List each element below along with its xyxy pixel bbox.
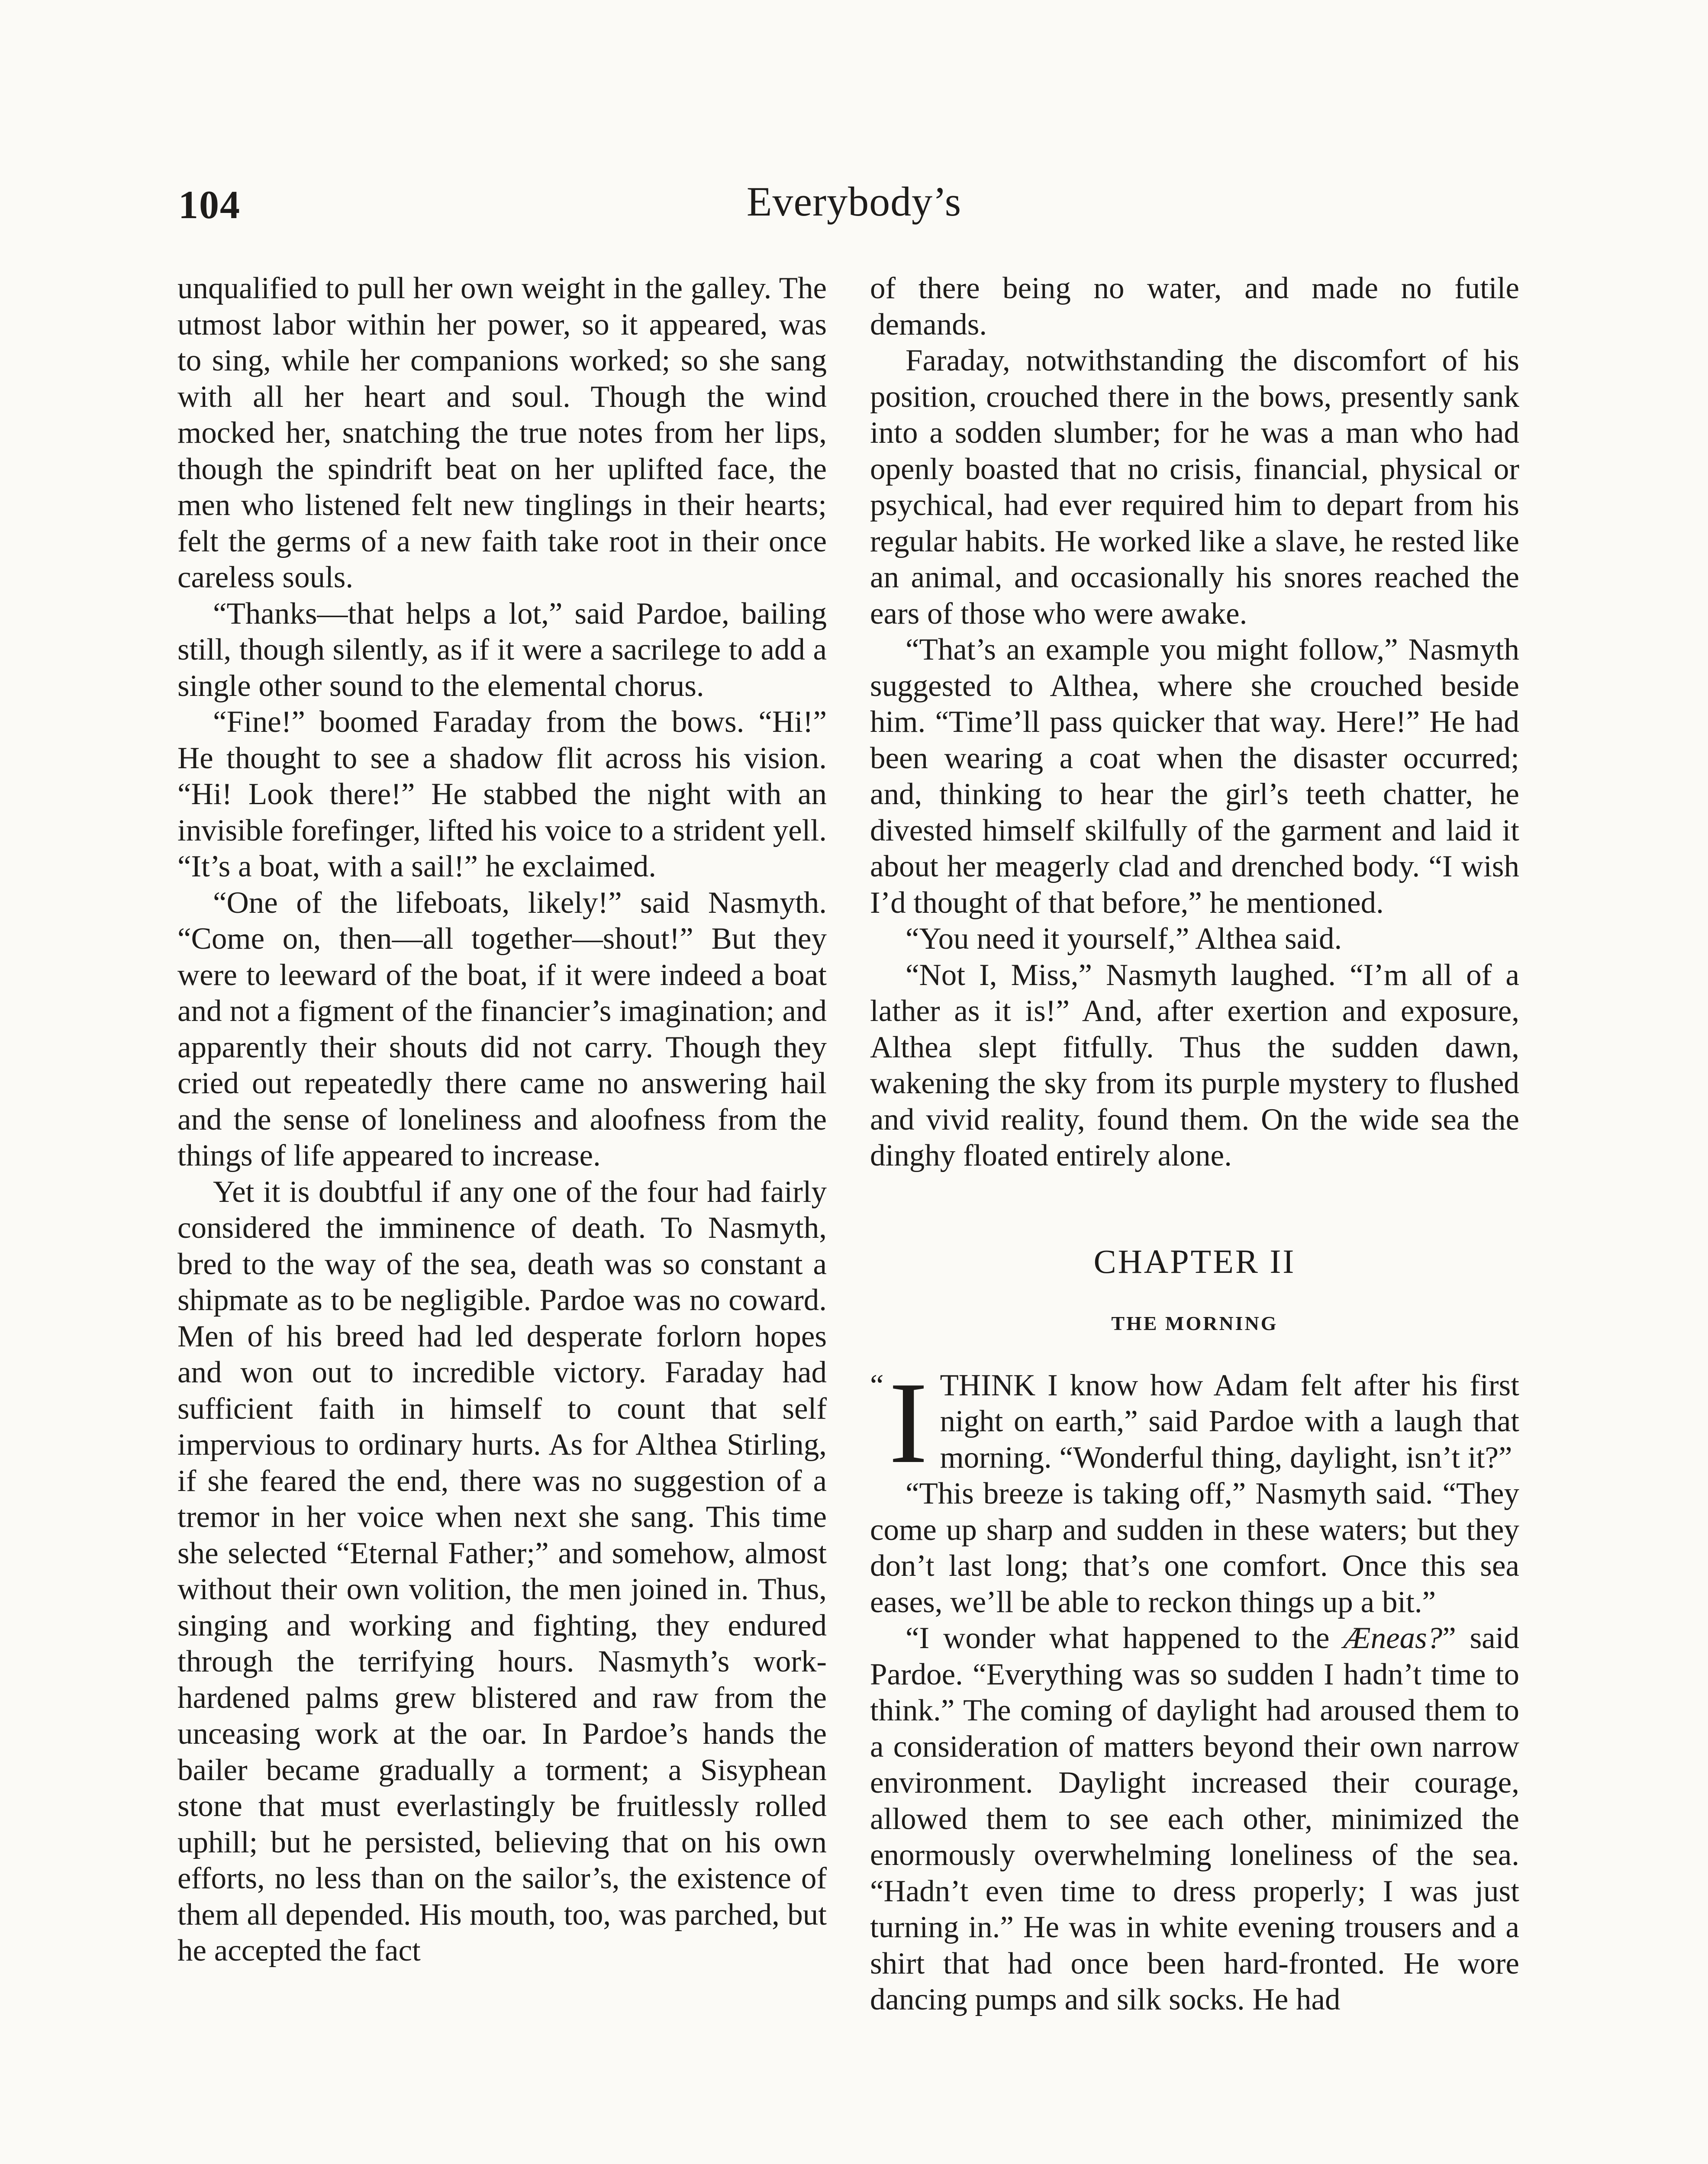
paragraph: Yet it is doubtful if any one of the four had fairly considered the imminence of death. To Nasmyth, bred to the way of the sea, death was so constant a shipmate as to be negligible. Pardoe was no coward. Men of his breed had led desperate forlorn hopes and won out to incredible victory. Faraday had sufficient faith in himself to count that self impervious to ordinary hurts. As for Althea Stirling, if she feared the end, there was no suggestion of a tremor in her voice when next she sang. This time she selected “Eternal Father;” and somehow, almost without their own volition, the men joined in. Thus, singing and working and fighting, they endured through the terrifying hours. Nasmyth’s work-hardened palms grew blistered and raw from the unceasing work at the oar. In Pardoe’s hands the bailer became gradually a torment; a Sisyphean stone that must everlastingly be fruitlessly rolled uphill; but he persisted, believing that on his own efforts, no less than on the sailor’s, the existence of them all depended. His mouth, too, was parched, but he accepted the fact bbox=[177, 1175, 827, 1968]
chapter-opening-paragraph bbox=[870, 1358, 1519, 1488]
paragraph: of there being no water, and made no futile demands. bbox=[870, 271, 1519, 341]
paragraph: “One of the lifeboats, likely!” said Nasmyth. “Come on, then—all together—shout!” But they were to leeward of the boat, if it were indeed a boat and not a figment of the financier’s imagination; and apparently their shouts did not carry. Though they cried out repeatedly there came no answering hail and the sense of loneliness and aloofness from the things of life appeared to increase. bbox=[177, 886, 827, 1172]
right-column bbox=[870, 270, 1519, 2018]
paragraph: Faraday, notwithstanding the discomfort of his position, crouched there in the bows, presently sank into a sodden slumber; for he was a man who had openly boasted that no crisis, financial, physical or psychical, had ever required him to depart from his regular habits. He worked like a slave, he rested like an animal, and occasionally his snores reached the ears of those who were awake. bbox=[870, 344, 1519, 631]
paragraph bbox=[870, 1620, 1519, 2018]
opening-quote-mark: “ bbox=[870, 1368, 884, 1402]
page-number: 104 bbox=[178, 183, 241, 227]
paragraph: “This breeze is taking off,” Nasmyth said. “They come up sharp and sudden in these waters; but they don’t last long; that’s one comfort. Once this sea eases, we’ll be able to reckon things up a bit.” bbox=[870, 1477, 1519, 1619]
ship-name: Æneas? bbox=[1343, 1621, 1443, 1655]
running-head: Everybody’s bbox=[746, 178, 962, 225]
paragraph: “That’s an example you might follow,” Nasmyth suggested to Althea, where she crouched beside him. “Time’ll pass quicker that way. Here!” He had been wearing a coat when the disaster occurred; and, thinking to hear the girl’s teeth chatter, he divested himself skilfully of the garment and laid it about her meagerly clad and drenched body. “I wish I’d thought of that before,” he mentioned. bbox=[870, 633, 1519, 920]
paragraph: “You need it yourself,” Althea said. bbox=[906, 922, 1342, 956]
paragraph: “Fine!” boomed Faraday from the bows. “Hi!” He thought to see a shadow flit across his vision. “Hi! Look there!” He stabbed the night with an invisible forefinger, lifted his voice to a strident yell. “It’s a boat, with a sail!” he exclaimed. bbox=[177, 705, 827, 883]
paragraph-text: ” said Pardoe. “Everything was so sudden I hadn’t time to think.” The coming of daylight had aroused them to a consideration of matters beyond their own narrow environment. Daylight increased their courage, allowed them to see each other, minimized the enormously overwhelming loneliness of the sea. “Hadn’t even time to dress properly; I was just turning in.” He was in white evening trousers and a shirt that had once been hard-fronted. He wore dancing pumps and silk socks. He had bbox=[870, 1621, 1519, 2016]
paragraph: unqualified to pull her own weight in the galley. The utmost labor within her power, so it appeared, was to sing, while her companions worked; so she sang with all her heart and soul. Though the wind mocked her, snatching the true notes from her lips, though the spindrift beat on her uplifted face, the men who listened felt new tinglings in their hearts; felt the germs of a new faith take root in their once careless souls. bbox=[177, 271, 827, 594]
drop-cap: I bbox=[889, 1358, 928, 1488]
chapter-opening-text: THINK I know how Adam felt after his first night on earth,” said Pardoe with a laugh that morning. “Wonderful thing, daylight, isn’t it?” bbox=[940, 1368, 1519, 1475]
paragraph: “Thanks—that helps a lot,” said Pardoe, bailing still, though silently, as if it were a sacrilege to add a single other sound to the elemental chorus. bbox=[177, 596, 827, 703]
paragraph-text: “I wonder what happened to the bbox=[906, 1621, 1344, 1655]
paragraph: “Not I, Miss,” Nasmyth laughed. “I’m all of a lather as it is!” And, after exertion and exposure, Althea slept fitfully. Thus the sudden dawn, wakening the sky from its purple mystery to flushed and vivid reality, found them. On the wide sea the dinghy floated entirely alone. bbox=[870, 958, 1519, 1172]
chapter-heading: CHAPTER II bbox=[1093, 1242, 1296, 1280]
left-column bbox=[177, 270, 827, 1969]
chapter-subtitle: THE MORNING bbox=[1111, 1312, 1278, 1334]
